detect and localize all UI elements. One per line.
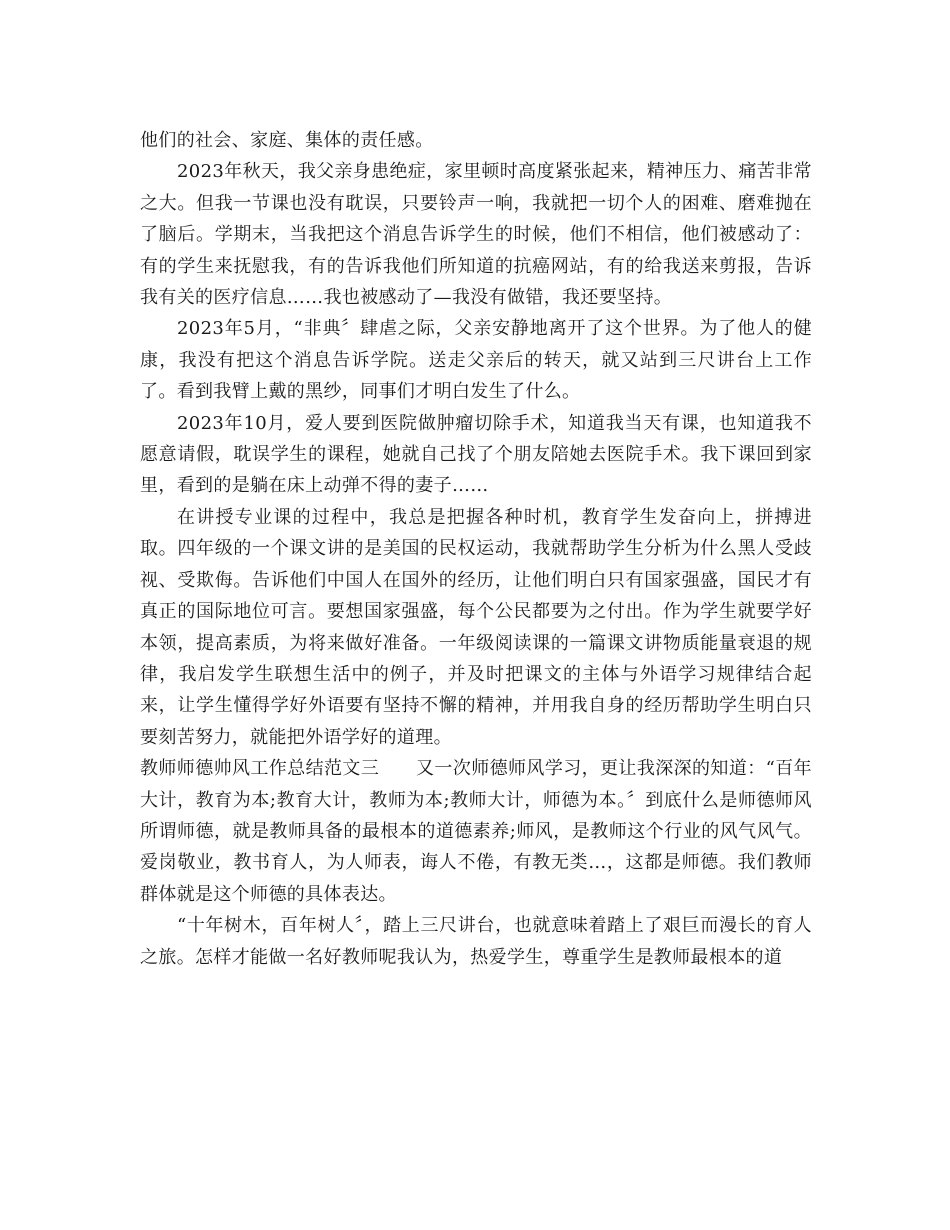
paragraph-2023-autumn: 2023年秋天，我父亲身患绝症，家里顿时高度紧张起来，精神压力、痛苦非常之大。但我一节课也没有耽误，只要铃声一响，我就把一切个人的困难、磨难抛在了脑后。学期末，当我把这个消息告诉学生的时候，他们不相信，他们被感动了：有的学生来抚慰我，有的告诉我他们所知道的抗癌网站，有的给我送来剪报，告诉我有关的医疗信息……我也被感动了—我没有做错，我还要坚持。	[140, 161, 812, 309]
paragraph-2023-october: 2023年10月，爱人要到医院做肿瘤切除手术，知道我当天有课，也知道我不愿意请假，耽误学生的课程，她就自己找了个朋友陪她去医院手术。我下课回到家里，看到的是躺在床上动弹不得的妻子……	[140, 412, 812, 497]
paragraph-teaching: 在讲授专业课的过程中，我总是把握各种时机，教育学生发奋向上，拼搏进取。四年级的一个课文讲的是美国的民权运动，我就帮助学生分析为什么黑人受歧视、受欺侮。告诉他们中国人在国外的经历，让他们明白只有国家强盛，国民才有真正的国际地位可言。要想国家强盛，每个公民都要为之付出。作为学生就要学好本领，提高素质，为将来做好准备。一年级阅读课的一篇课文讲物质能量衰退的规律，我启发学生联想生活中的例子，并及时把课文的主体与外语学习规律结合起来，让学生懂得学好外语要有坚持不懈的精神，并用我自身的经历帮助学生明白只要刻苦努力，就能把外语学好的道理。	[140, 506, 812, 748]
paragraph-continuation: 他们的社会、家庭、集体的责任感。	[140, 130, 434, 151]
document-body	[140, 125, 812, 973]
paragraph-2023-may: 2023年5月，“非典〞肆虐之际，父亲安静地离开了这个世界。为了他人的健康，我没有把这个消息告诉学院。送走父亲后的转天，就又站到三尺讲台上工作了。看到我臂上戴的黑纱，同事们才明白发生了什么。	[140, 318, 812, 403]
paragraph-ten-years: “十年树木，百年树人〞，踏上三尺讲台，也就意味着踏上了艰巨而漫长的育人之旅。怎样才能做一名好教师呢我认为，热爱学生，尊重学生是教师最根本的道	[140, 915, 812, 968]
paragraph-section-three: 教师师德帅风工作总结范文三 又一次师德师风学习，更让我深深的知道：“百年大计，教育为本;教育大计，教师为本;教师大计，师德为本。〞到底什么是师德师风所谓师德，就是教师具备的最根本的道德素养;师风，是教师这个行业的风气风气。爱岗敬业，教书育人，为人师表，诲人不倦，有教无类…，这都是师德。我们教师群体就是这个师德的具体表达。	[140, 758, 812, 905]
